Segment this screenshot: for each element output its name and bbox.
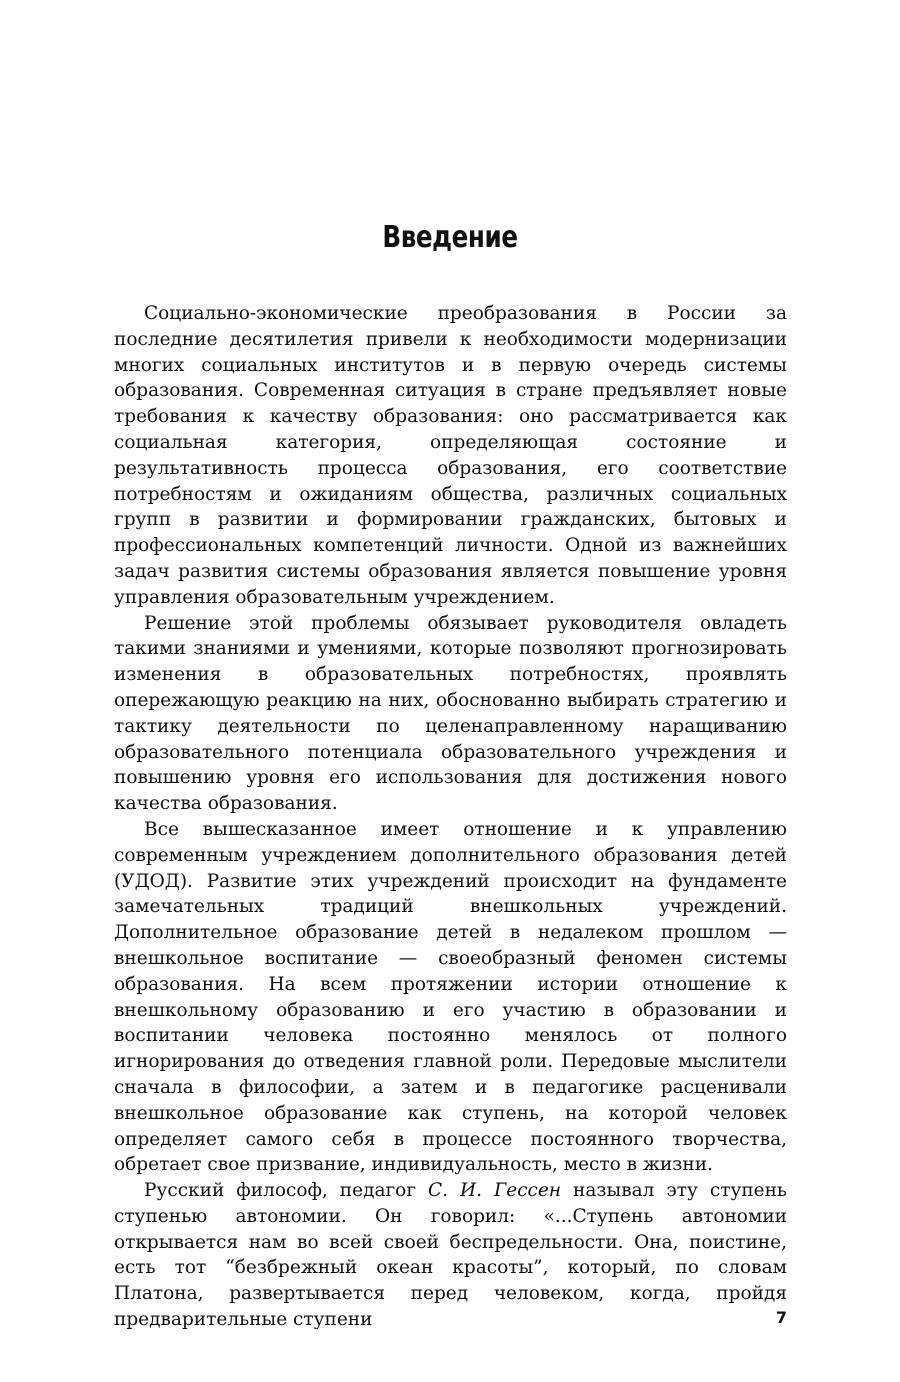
chapter-title: Введение bbox=[382, 220, 518, 255]
page-number: 7 bbox=[775, 1308, 787, 1327]
paragraph-1: Социально-экономические преобразования в России за последние десятилетия привели к необходимости модернизации многих социальных институтов и в первую очередь системы образования. Современная ситуация в стране предъявляет новые требования к качеству образования: оно рассматривается как социальная категория, определяющая состояние и результативность процесса образования, его соответствие потребностям и ожиданиям общества, различных социальных групп в развитии и формировании гражданских, бытовых и профессиональных компетенций личности. Одной из важнейших задач развития системы образования является повышение уровня управления образовательным учреждением. bbox=[114, 303, 787, 608]
paragraph-4-lead: Русский философ, педагог bbox=[144, 1180, 428, 1202]
paragraph-3: Все вышесказанное имеет отношение и к управлению современным учреждением дополнительного образования детей (УДОД). Развитие этих учреждений происходит на фундаменте замечательных традиций внешкольных учреждений. Дополнительное образование детей в недалеком прошлом — внешкольное воспитание — своеобразный феномен системы образования. На всем протяжении истории отношение к внешкольному образованию и его участию в образовании и воспитании человека постоянно менялось от полного игнорирования до отведения главной роли. Передовые мыслители сначала в философии, а затем и в педагогике расценивали внешкольное образование как ступень, на которой человек определяет самого себя в процессе постоянного творчества, обретает свое призвание, индивидуальность, место в жизни. bbox=[114, 818, 787, 1176]
author-name: С. И. Гессен bbox=[428, 1180, 562, 1202]
paragraph-2: Решение этой проблемы обязывает руководителя овладеть такими знаниями и умениями, которые позволяют прогнозировать изменения в образовательных потребностях, проявлять опережающую реакцию на них, обоснованно выбирать стратегию и тактику деятельности по целенаправленному наращиванию образовательного потенциала образовательного учреждения и повышению уровня его использования для достижения нового качества образования. bbox=[114, 612, 787, 815]
paragraph-4 bbox=[114, 1178, 787, 1333]
chapter-body bbox=[114, 301, 787, 1333]
paragraph-4-rest: называл эту ступень ступенью автономии. Он говорил: «...Ступень автономии открывается нам во всей своей беспредельности. Она, поистине, есть тот “безбрежный океан красоты”, который, по словам Платона, развертывается перед человеком, когда, пройдя предварительные ступени bbox=[114, 1180, 788, 1331]
